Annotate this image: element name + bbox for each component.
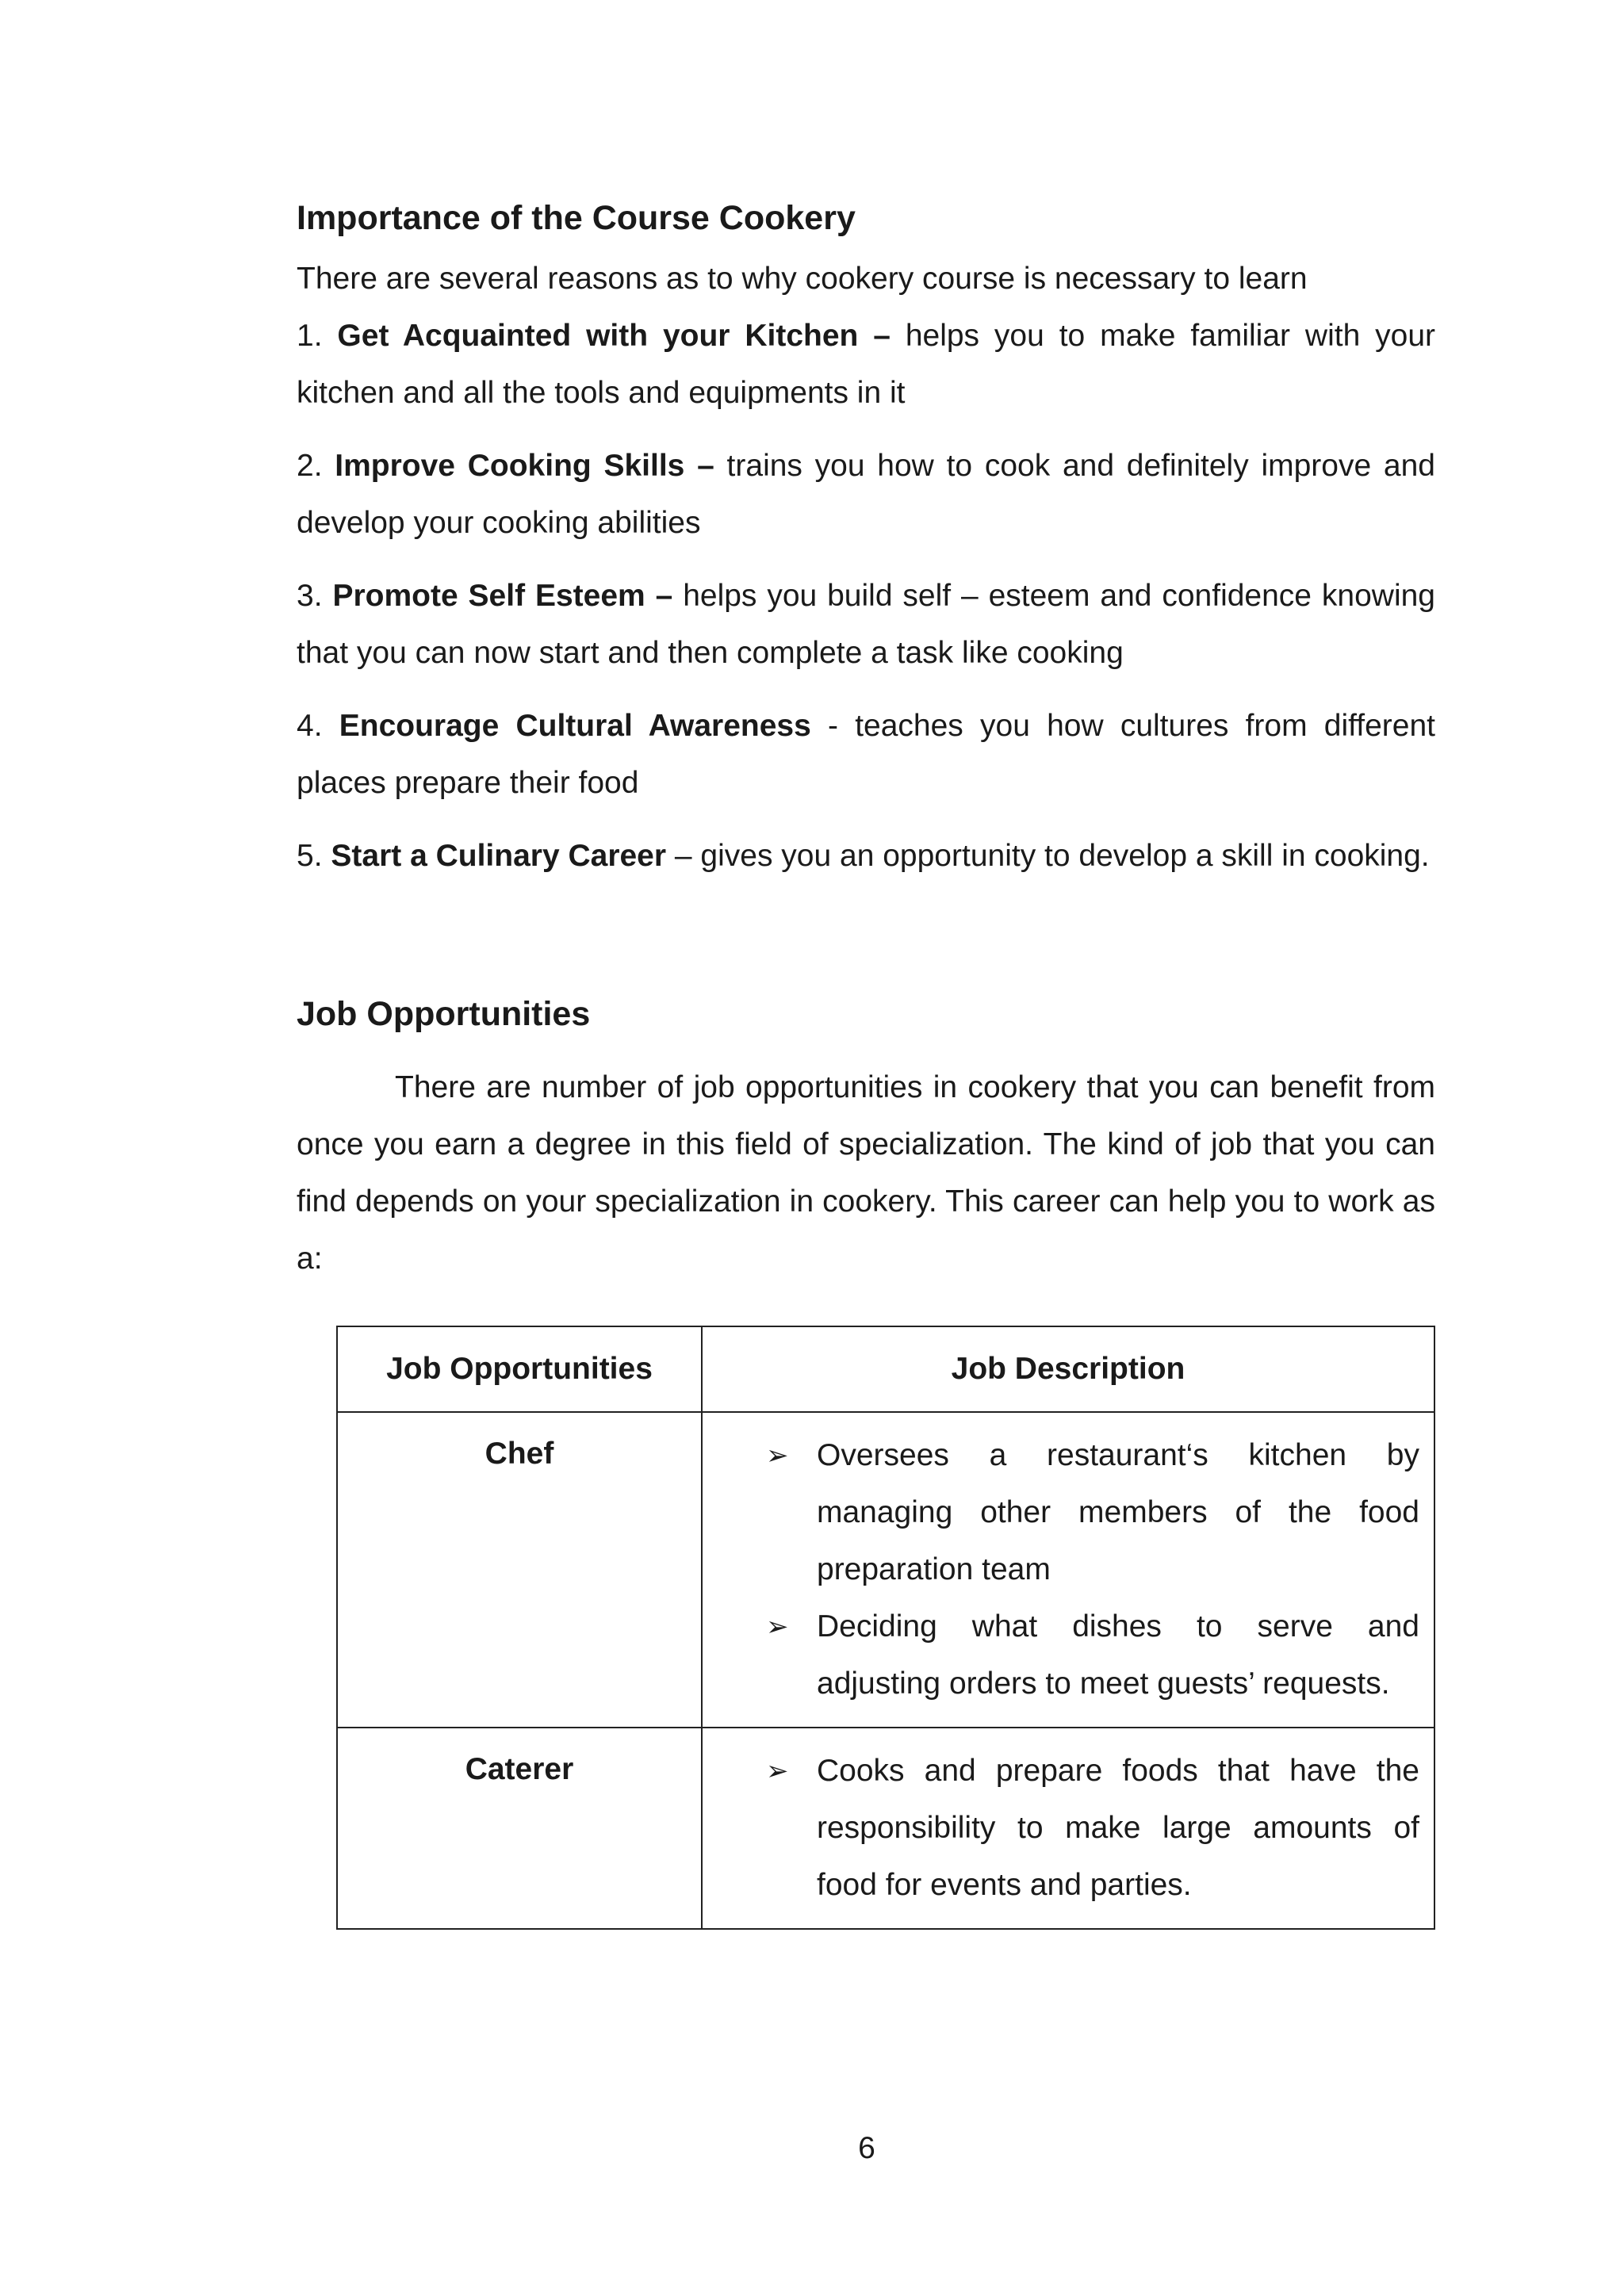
item-heading: Encourage Cultural Awareness <box>339 709 811 743</box>
description-text: Cooks and prepare foods that have the responsibility to make large amounts of food for events and parties. <box>817 1754 1419 1902</box>
description-text: Oversees a restaurant‘s kitchen by managing other members of the food preparation team <box>817 1438 1419 1586</box>
section-intro: There are several reasons as to why cookery course is necessary to learn <box>297 262 1308 296</box>
job-table <box>336 1326 1435 1930</box>
list-item <box>297 828 1435 885</box>
arrow-bullet-icon: ➢ <box>766 1755 789 1787</box>
item-number: 1. <box>297 319 323 353</box>
arrow-bullet-icon: ➢ <box>766 1611 789 1643</box>
description-item <box>703 1598 1419 1712</box>
section-title-job-opportunities: Job Opportunities <box>297 995 591 1033</box>
item-text: helps you to make familiar with your kitchen and all the tools and equipments in it <box>297 319 1436 410</box>
item-text: – gives you an opportunity to develop a skill in cooking. <box>666 839 1430 873</box>
table-header-row <box>337 1326 1434 1412</box>
item-text: - teaches you how cultures from different places prepare their food <box>297 709 1435 800</box>
description-item <box>703 1427 1419 1598</box>
list-item <box>297 438 1435 552</box>
column-header-description: Job Description <box>702 1326 1434 1412</box>
job-description-cell <box>702 1728 1434 1929</box>
item-text: helps you build self – esteem and confidence knowing that you can now start and then complete a task like cooking <box>297 579 1435 670</box>
section-title-importance: Importance of the Course Cookery <box>297 199 856 237</box>
list-item <box>297 568 1435 682</box>
item-number: 4. <box>297 709 323 743</box>
item-number: 3. <box>297 579 323 613</box>
item-text: trains you how to cook and definitely improve and develop your cooking abilities <box>297 449 1435 540</box>
item-number: 5. <box>297 839 323 873</box>
description-item <box>703 1743 1419 1914</box>
document-page <box>297 190 1435 1930</box>
description-list <box>703 1743 1419 1914</box>
section-paragraph: There are number of job opportunities in cookery that you can benefit from once you earn a degree in this field of specialization. The kind of job that you can find depends on your specialization in cookery. This career can help you to work as a: <box>297 1070 1435 1276</box>
page-number: 6 <box>858 2131 875 2165</box>
column-header-job: Job Opportunities <box>337 1326 702 1412</box>
item-heading: Start a Culinary Career <box>331 839 667 873</box>
table-row <box>337 1412 1434 1728</box>
job-title-cell: Caterer <box>337 1728 702 1929</box>
list-item <box>297 308 1435 422</box>
arrow-bullet-icon: ➢ <box>766 1440 789 1471</box>
list-item <box>297 698 1435 812</box>
item-heading: Improve Cooking Skills – <box>335 449 714 483</box>
description-list <box>703 1427 1419 1712</box>
item-heading: Get Acquainted with your Kitchen – <box>337 319 891 353</box>
job-description-cell <box>702 1412 1434 1728</box>
job-title-cell: Chef <box>337 1412 702 1728</box>
description-text: Deciding what dishes to serve and adjusting orders to meet guests’ requests. <box>817 1609 1419 1701</box>
item-number: 2. <box>297 449 323 483</box>
table-row <box>337 1728 1434 1929</box>
item-heading: Promote Self Esteem – <box>332 579 673 613</box>
